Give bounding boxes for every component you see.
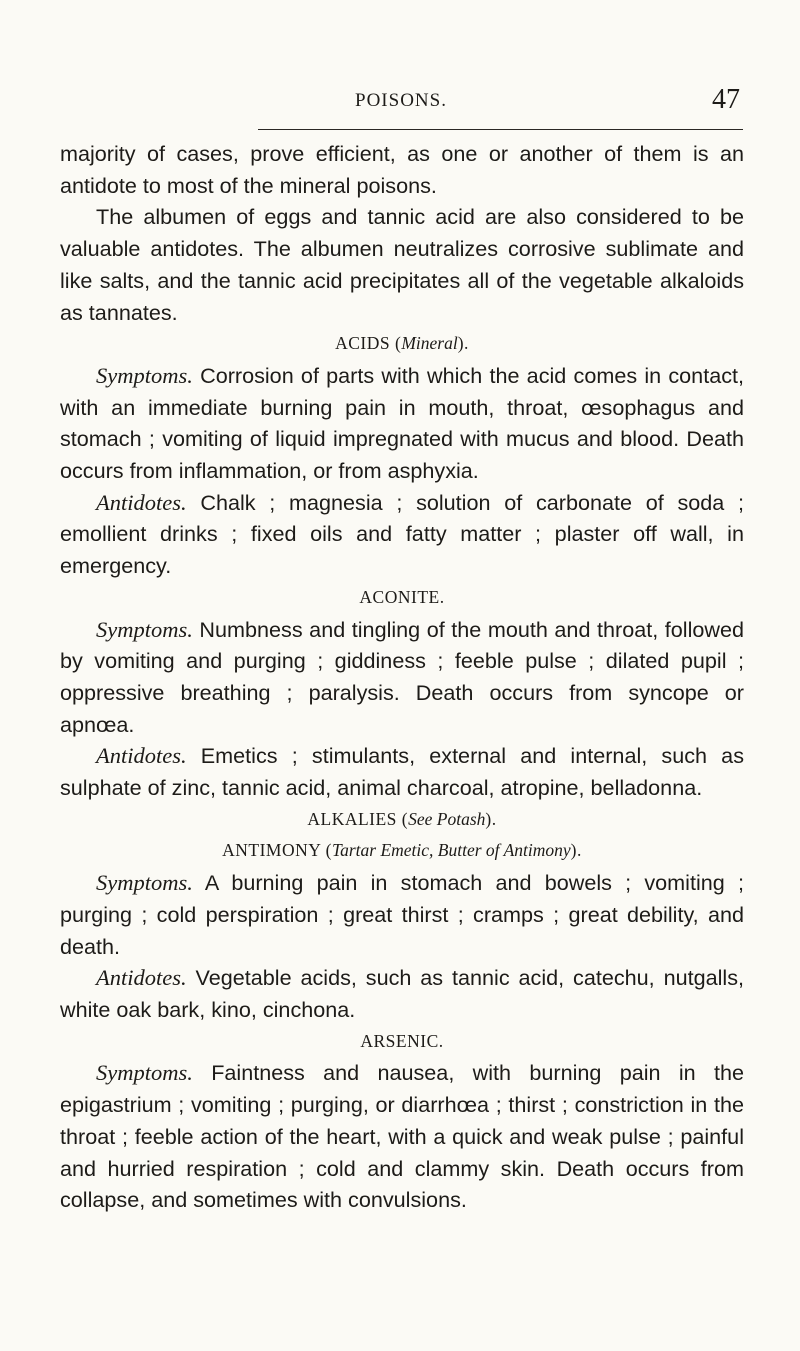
symptoms-label: Symptoms.: [96, 1060, 193, 1086]
page-number: 47: [712, 84, 740, 115]
section-heading-antimony: ANTIMONY (Tartar Emetic, Butter of Antimony).: [222, 840, 582, 861]
paragraph: The albumen of eggs and tannic acid are also considered to be valuable antidotes. The albumen neutralizes corrosive sublimate and like salts, and the tannic acid precipitates all of the vegetable alkaloids as tannates.: [60, 204, 744, 325]
paragraph: majority of cases, prove efficient, as one or another of them is an antidote to most of the mineral poisons.: [60, 141, 744, 198]
antidotes-paragraph: Antidotes. Vegetable acids, such as tannic acid, catechu, nutgalls, white oak bark, kino, cinchona.: [60, 965, 744, 1022]
section-heading-acids: ACIDS (Mineral).: [335, 333, 469, 354]
running-head: POISONS.: [355, 90, 447, 111]
header-rule: [258, 129, 743, 130]
symptoms-paragraph: Symptoms. Numbness and tingling of the mouth and throat, followed by vomiting and purging ; giddiness ; feeble pulse ; dilated pupil ; oppressive breathing ; paralysis. Death occurs from syncope or apnœa.: [60, 616, 744, 737]
symptoms-label: Symptoms.: [96, 362, 193, 388]
symptoms-paragraph: Symptoms. Corrosion of parts with which the acid comes in contact, with an immediate burning pain in mouth, throat, œsophagus and stomach ; vomiting of liquid impregnated with mucus and blood. Death occurs from inflammation, or from asphyxia.: [60, 362, 744, 484]
body-text: [60, 138, 744, 1216]
antidotes-label: Antidotes.: [96, 743, 187, 769]
antidotes-paragraph: Antidotes. Chalk ; magnesia ; solution of carbonate of soda ; emollient drinks ; fixed oils and fatty matter ; plaster off wall, in emergency.: [60, 489, 744, 579]
page-header: [60, 84, 742, 118]
antidotes-paragraph: Antidotes. Emetics ; stimulants, external and internal, such as sulphate of zinc, tannic acid, animal charcoal, atropine, belladonna.: [60, 743, 744, 801]
symptoms-label: Symptoms.: [96, 870, 193, 896]
antidotes-label: Antidotes.: [96, 965, 187, 991]
antidotes-label: Antidotes.: [96, 489, 187, 515]
section-heading-arsenic: ARSENIC.: [360, 1030, 444, 1051]
section-heading-aconite: ACONITE.: [359, 586, 445, 607]
section-heading-alkalies: ALKALIES (See Potash).: [307, 808, 497, 829]
symptoms-label: Symptoms.: [96, 616, 193, 642]
symptoms-paragraph: Symptoms. A burning pain in stomach and bowels ; vomiting ; purging ; cold perspiration ; great thirst ; cramps ; great debility, and death.: [60, 870, 744, 959]
symptoms-paragraph: Symptoms. Faintness and nausea, with burning pain in the epigastrium ; vomiting ; purging, or diarrhœa ; thirst ; constriction in the throat ; feeble action of the heart, with a quick and weak pulse ; painful and hurried respiration ; cold and clammy skin. Death occurs from collapse, and sometimes with convulsions.: [60, 1060, 744, 1213]
